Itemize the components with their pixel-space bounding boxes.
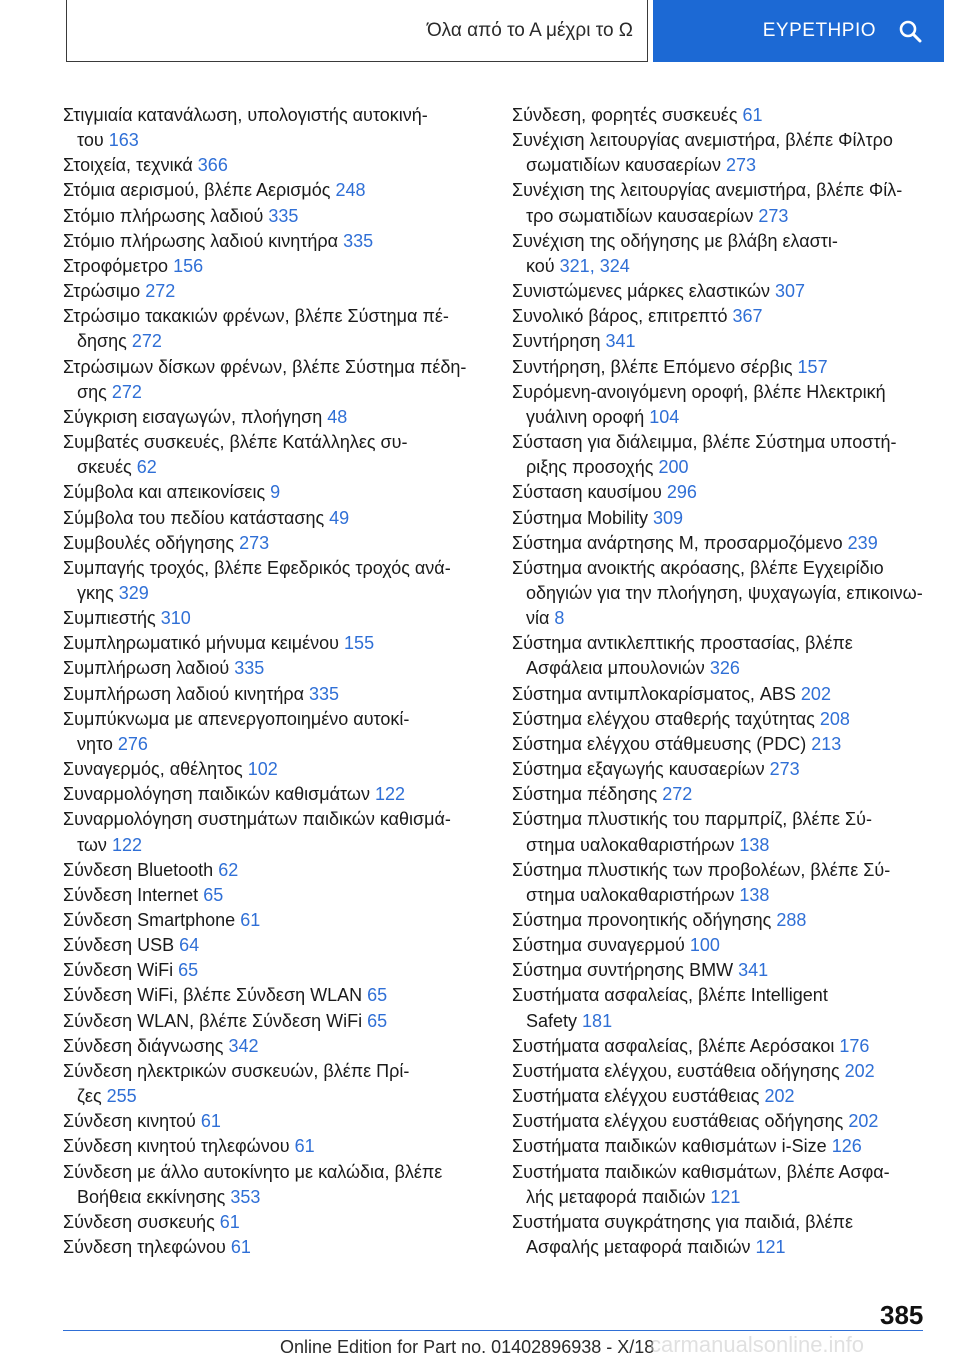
index-entry: [512, 908, 957, 933]
page-reference-link[interactable]: 121: [710, 1186, 741, 1207]
page-reference-link[interactable]: 272: [145, 281, 176, 302]
index-entry: [512, 380, 957, 430]
index-entry: [512, 1210, 957, 1260]
index-entry-term: Συντήρηση, βλέπε Επόμενο σέρβις: [512, 356, 793, 377]
index-entry-last-line: [512, 254, 957, 279]
index-entry-term: Συστήματα παιδικών καθισμάτων, βλέπε Ασφα-: [512, 1161, 890, 1182]
index-entry-term: Σύγκριση εισαγωγών, πλοήγηση: [63, 406, 323, 427]
page-reference-link[interactable]: 309: [653, 507, 684, 528]
page-reference-link[interactable]: 335: [309, 683, 340, 704]
index-entry-term: Σύνδεση με άλλο αυτοκίνητο με καλώδια, βλέπε: [63, 1161, 443, 1182]
index-entry: [512, 983, 957, 1033]
index-entry-continuation: ζες: [77, 1086, 102, 1107]
page-reference-link[interactable]: 121: [755, 1237, 786, 1258]
page-reference-link[interactable]: 335: [268, 205, 299, 226]
page-reference-link[interactable]: 329: [118, 582, 149, 603]
index-entry-term: Συστήματα ελέγχου ευστάθειας οδήγησης: [512, 1111, 844, 1132]
index-entry: [512, 1059, 957, 1084]
index-entry: [63, 1134, 508, 1159]
page-number: 385: [880, 1300, 924, 1330]
index-entry-last-line: [512, 1235, 957, 1260]
index-entry: [63, 1059, 508, 1109]
top-navigation: [0, 0, 960, 68]
index-entry: [512, 1160, 957, 1210]
page-reference-link[interactable]: 65: [203, 884, 224, 905]
index-entry-term: Συστήματα παιδικών καθισμάτων i-Size: [512, 1136, 827, 1157]
index-column-right: [512, 103, 957, 1260]
index-entry-term: Συναρμολόγηση συστημάτων παιδικών καθισμά-: [63, 809, 451, 830]
search-icon: [898, 19, 922, 43]
index-entry: [63, 178, 508, 203]
page-reference-link[interactable]: 9: [270, 482, 281, 503]
index-entry-last-line: [63, 455, 508, 480]
index-entry-term: Σύνδεση Bluetooth: [63, 859, 214, 880]
index-entry-continuation: Ασφάλεια μπουλονιών: [526, 658, 705, 679]
page-reference-link[interactable]: 155: [344, 633, 375, 654]
index-entry-term: Συμπληρωματικό μήνυμα κειμένου: [63, 633, 340, 654]
page-reference-link[interactable]: 61: [200, 1111, 221, 1132]
index-entry-term: Σύστημα ελέγχου σταθερής ταχύτητας: [512, 708, 815, 729]
page-reference-link[interactable]: 353: [230, 1186, 261, 1207]
index-entry: [63, 355, 508, 405]
page-reference-link[interactable]: 272: [111, 381, 142, 402]
page-reference-link[interactable]: 200: [658, 457, 689, 478]
index-entry-term: Συρόμενη-ανοιγόμενη οροφή, βλέπε Ηλεκτρική: [512, 381, 886, 402]
index-entry-continuation: τρο σωματιδίων καυσαερίων: [526, 205, 754, 226]
page-reference-link[interactable]: 273: [758, 205, 789, 226]
index-entry-term: Συναρμολόγηση παιδικών καθισμάτων: [63, 784, 370, 805]
page-reference-link[interactable]: 122: [111, 834, 142, 855]
page-reference-link[interactable]: 213: [811, 733, 842, 754]
index-entry: [63, 304, 508, 354]
index-entry-term: Σύνδεση διάγνωσης: [63, 1035, 224, 1056]
index-entry: [63, 204, 508, 229]
index-entry: [512, 1134, 957, 1159]
index-entry: [512, 128, 957, 178]
index-entry-term: Σύσταση για διάλειμμα, βλέπε Σύστημα υποστή-: [512, 432, 897, 453]
index-entry-term: Στροφόμετρο: [63, 255, 169, 276]
index-entry-term: Συμπαγής τροχός, βλέπε Εφεδρικός τροχός ανά-: [63, 557, 451, 578]
index-entry-term: Σύνδεση τηλεφώνου: [63, 1237, 226, 1258]
page-reference-link[interactable]: 335: [234, 658, 265, 679]
index-entry: [512, 732, 957, 757]
index-entry-term: Συνέχιση της οδήγησης με βλάβη ελαστι-: [512, 230, 838, 251]
index-entry-last-line: [63, 581, 508, 606]
page-reference-link[interactable]: 248: [335, 180, 366, 201]
footer-divider: [63, 1330, 923, 1331]
index-entry: [512, 480, 957, 505]
page-reference-link[interactable]: 307: [775, 281, 806, 302]
index-entry-term: Σύνδεση WiFi, βλέπε Σύνδεση WLAN: [63, 985, 363, 1006]
page-reference-link[interactable]: 163: [108, 130, 139, 151]
index-entry: [512, 1034, 957, 1059]
page-reference-link[interactable]: 61: [219, 1211, 240, 1232]
index-entry: [63, 103, 508, 153]
index-entry-term: Σύσταση καυσίμου: [512, 482, 662, 503]
index-entry-term: Σύνδεση Internet: [63, 884, 199, 905]
index-entry: [512, 1109, 957, 1134]
index-entry-term: Συντήρηση: [512, 331, 601, 352]
page-reference-link[interactable]: 122: [374, 784, 406, 805]
page-reference-link[interactable]: 326: [709, 658, 740, 679]
index-entry: [63, 782, 508, 807]
index-entry-last-line: [512, 204, 957, 229]
index-entry: [63, 153, 508, 178]
page-reference-link[interactable]: 61: [742, 105, 763, 125]
index-entry: [512, 707, 957, 732]
index-entry: [512, 807, 957, 857]
index-entry: [63, 606, 508, 631]
index-entry-term: Σύνδεση κινητού: [63, 1111, 196, 1132]
index-entry: [512, 329, 957, 354]
index-entry: [63, 1109, 508, 1134]
index-entry: [63, 682, 508, 707]
index-entry-term: Συνέχιση της λειτουργίας ανεμιστήρα, βλέπε Φίλ-: [512, 180, 903, 201]
index-entry: [512, 631, 957, 681]
index-entry-term: Σύστημα ελέγχου στάθμευσης (PDC): [512, 733, 807, 754]
index-entry-term: Σύμβολα του πεδίου κατάστασης: [63, 507, 325, 528]
index-entry-last-line: [512, 883, 957, 908]
index-entry-term: Σύνδεση Smartphone: [63, 910, 236, 930]
index-entry: [63, 883, 508, 908]
page-reference-link[interactable]: 367: [732, 306, 763, 327]
page-reference-link[interactable]: 49: [329, 507, 350, 528]
index-entry: [512, 304, 957, 329]
index-entry: [512, 556, 957, 631]
index-entry: [63, 430, 508, 480]
index-entry-term: Σύνδεση κινητού τηλεφώνου: [63, 1136, 290, 1157]
index-entry-continuation: γυάλινη οροφή: [526, 406, 645, 427]
page-reference-link[interactable]: 65: [178, 960, 199, 981]
index-entry: [63, 656, 508, 681]
page-reference-link[interactable]: 62: [136, 457, 157, 478]
index-entry-term: Σύστημα εξαγωγής καυσαερίων: [512, 759, 765, 780]
index-entry-term: Συστήματα ασφαλείας, βλέπε Αερόσακοι: [512, 1035, 835, 1056]
index-entry: [63, 405, 508, 430]
page-reference-link[interactable]: 104: [649, 406, 680, 427]
page-reference-link[interactable]: 65: [367, 985, 388, 1006]
index-entry-continuation: Safety: [526, 1010, 578, 1031]
index-entry: [512, 757, 957, 782]
index-entry: [512, 430, 957, 480]
index-entry-last-line: [63, 833, 508, 858]
index-entry-continuation: οδηγιών για την πλοήγηση, ψυχαγωγία, επικοινω-: [526, 582, 923, 603]
index-entry-term: Σύστημα συναγερμού: [512, 935, 685, 956]
index-entry-last-line: [512, 833, 957, 858]
tab-index[interactable]: [653, 0, 944, 62]
page-reference-link[interactable]: 296: [666, 482, 697, 503]
index-entry-term: Σύνδεση ηλεκτρικών συσκευών, βλέπε Πρί-: [63, 1060, 410, 1081]
index-entry: [63, 279, 508, 304]
index-entry-last-line: [63, 128, 508, 153]
page-reference-link[interactable]: 255: [106, 1086, 137, 1107]
page-reference-link[interactable]: 202: [848, 1111, 879, 1132]
tab-index-label: ΕΥΡΕΤΗΡΙΟ: [762, 20, 876, 41]
index-entry-term: Σύστημα Mobility: [512, 507, 648, 528]
index-entry-continuation: σωματιδίων καυσαερίων: [526, 155, 721, 176]
index-entry-term: Σύστημα ανάρτησης M, προσαρμοζόμενο: [512, 532, 843, 553]
index-entry: [63, 631, 508, 656]
index-entry-continuation: σης: [77, 381, 107, 402]
index-entry-continuation: των: [77, 834, 107, 855]
page-reference-link[interactable]: 273: [769, 759, 800, 780]
index-entry-term: Συμβουλές οδήγησης: [63, 532, 235, 553]
page-reference-link[interactable]: 8: [554, 608, 565, 629]
index-entry-term: Σύνδεση WLAN, βλέπε Σύνδεση WiFi: [63, 1010, 363, 1031]
index-entry-term: Σύστημα πλυστικής των προβολέων, βλέπε Σύ-: [512, 859, 891, 880]
page-reference-link[interactable]: 272: [131, 331, 162, 352]
index-entry: [63, 531, 508, 556]
page-reference-link[interactable]: 102: [247, 759, 278, 780]
page-reference-link[interactable]: 272: [662, 784, 693, 805]
index-entry: [63, 556, 508, 606]
index-entry-continuation: νητο: [77, 733, 113, 754]
index-entry: [63, 707, 508, 757]
index-entry-term: Σύνδεση, φορητές συσκευές: [512, 105, 738, 125]
page-reference-link[interactable]: 126: [831, 1136, 862, 1157]
page-reference-link[interactable]: 208: [819, 708, 850, 729]
index-entry: [512, 682, 957, 707]
index-entry-term: Στιγμιαία κατανάλωση, υπολογιστής αυτοκινή-: [63, 105, 428, 125]
index-entry-term: Συστήματα ελέγχου, ευστάθεια οδήγησης: [512, 1060, 840, 1081]
page-reference-link[interactable]: 181: [582, 1010, 613, 1031]
index-entry-continuation: γκης: [77, 582, 114, 603]
index-entry: [63, 1210, 508, 1235]
page-reference-link[interactable]: 366: [197, 155, 228, 176]
page-reference-link[interactable]: 273: [726, 155, 757, 176]
index-entry: [63, 983, 508, 1008]
page-reference-link[interactable]: 64: [179, 935, 200, 956]
index-entry-continuation: σκευές: [77, 457, 132, 478]
index-entry-term: Συστήματα ελέγχου ευστάθειας: [512, 1086, 760, 1107]
index-entry-term: Σύστημα ανοικτής ακρόασης, βλέπε Εγχειρίδιο: [512, 557, 884, 578]
index-entry-term: Στρώσιμων δίσκων φρένων, βλέπε Σύστημα πέδη-: [63, 356, 467, 377]
index-entry-term: Σύνδεση WiFi: [63, 960, 174, 981]
index-entry-continuation: Βοήθεια εκκίνησης: [77, 1186, 226, 1207]
page-reference-link[interactable]: 138: [739, 884, 770, 905]
page-reference-link[interactable]: 342: [228, 1035, 259, 1056]
index-entry-term: Στρώσιμο: [63, 281, 141, 302]
index-entry: [63, 757, 508, 782]
index-entry-continuation: στημα υαλοκαθαριστήρων: [526, 834, 735, 855]
index-entry-term: Συμπλήρωση λαδιού: [63, 658, 230, 679]
page-reference-link[interactable]: 61: [230, 1237, 251, 1258]
index-entry-last-line: [512, 1009, 957, 1034]
page-reference-link[interactable]: 273: [239, 532, 270, 553]
index-entry: [63, 858, 508, 883]
page-reference-link[interactable]: 156: [173, 255, 204, 276]
index-entry: [63, 908, 508, 933]
index-entry-term: Συμπύκνωμα με απενεργοποιημένο αυτοκί-: [63, 708, 410, 729]
index-entry: [63, 1034, 508, 1059]
page-reference-link[interactable]: 65: [367, 1010, 388, 1031]
index-entry-term: Συναγερμός, αθέλητος: [63, 759, 243, 780]
tab-a-to-z[interactable]: [66, 0, 648, 62]
page-reference-link[interactable]: 138: [739, 834, 770, 855]
index-entry: [512, 103, 957, 128]
page-reference-link[interactable]: 176: [839, 1035, 870, 1056]
index-entry-term: Σύστημα αντιμπλοκαρίσματος, ABS: [512, 683, 796, 704]
index-entry: [63, 1235, 508, 1260]
index-entry: [63, 958, 508, 983]
index-entry-last-line: [512, 455, 957, 480]
index-entry-term: Συστήματα συγκράτησης για παιδιά, βλέπε: [512, 1211, 853, 1232]
index-entry-term: Συμβατές συσκευές, βλέπε Κατάλληλες συ-: [63, 432, 408, 453]
index-entry-continuation: στημα υαλοκαθαριστήρων: [526, 884, 735, 905]
edition-text: Online Edition for Part no. 01402896938 - X/18: [280, 1337, 655, 1357]
index-entry-term: Σύστημα αντικλεπτικής προστασίας, βλέπε: [512, 633, 853, 654]
index-entry-last-line: [63, 1185, 508, 1210]
index-entry-last-line: [512, 405, 957, 430]
index-entry-term: Σύστημα πέδησης: [512, 784, 658, 805]
page-reference-link[interactable]: 239: [847, 532, 878, 553]
page-reference-link[interactable]: 48: [327, 406, 348, 427]
index-column-left: [63, 103, 508, 1260]
page-reference-link[interactable]: 157: [797, 356, 828, 377]
index-entry: [512, 933, 957, 958]
index-entry-last-line: [512, 1185, 957, 1210]
index-entry: [63, 933, 508, 958]
page-reference-link[interactable]: 202: [844, 1060, 875, 1081]
index-entry: [512, 355, 957, 380]
index-entry-continuation: κού: [526, 255, 555, 276]
page-reference-link[interactable]: 61: [240, 910, 261, 930]
index-entry-term: Συμπλήρωση λαδιού κινητήρα: [63, 683, 304, 704]
index-entry-term: Σύνδεση συσκευής: [63, 1211, 215, 1232]
index-entry: [63, 229, 508, 254]
index-entry-last-line: [63, 1084, 508, 1109]
index-entry: [512, 229, 957, 279]
index-entry-continuation: λής μεταφορά παιδιών: [526, 1186, 706, 1207]
index-entry: [512, 506, 957, 531]
index-entry: [512, 782, 957, 807]
index-entry: [512, 958, 957, 983]
index-entry-last-line: [63, 380, 508, 405]
index-entry-term: Στρώσιμο τακακιών φρένων, βλέπε Σύστημα πέ-: [63, 306, 449, 327]
index-entry-term: Συνολικό βάρος, επιτρεπτό: [512, 306, 728, 327]
index-entry-continuation: νία: [526, 608, 550, 629]
page-reference-link[interactable]: 62: [218, 859, 239, 880]
index-entry-term: Σύστημα συντήρησης BMW: [512, 960, 734, 981]
index-entry: [63, 480, 508, 505]
index-entry: [512, 858, 957, 908]
index-entry-term: Στόμια αερισμού, βλέπε Αερισμός: [63, 180, 331, 201]
index-entry-term: Στοιχεία, τεχνικά: [63, 155, 193, 176]
index-entry-last-line: [63, 329, 508, 354]
tab-a-to-z-label: Όλα από το Α μέχρι το Ω: [426, 19, 633, 41]
index-entry-last-line: [512, 606, 957, 631]
page-reference-link[interactable]: 100: [689, 935, 720, 956]
index-entry: [63, 506, 508, 531]
index-entry-continuation: του: [77, 130, 104, 151]
index-entry-term: Στόμιο πλήρωσης λαδιού: [63, 205, 264, 226]
page-reference-link[interactable]: 310: [160, 608, 191, 629]
page-reference-link[interactable]: 288: [776, 910, 807, 930]
index-entry-term: Σύνδεση USB: [63, 935, 175, 956]
page-reference-link[interactable]: 341: [738, 960, 769, 981]
index-entry: [512, 1084, 957, 1109]
index-entry-last-line: [63, 732, 508, 757]
page-reference-link[interactable]: 321, 324: [559, 255, 630, 276]
page-reference-link[interactable]: 202: [800, 683, 831, 704]
index-entry-continuation: Ασφαλής μεταφορά παιδιών: [526, 1237, 751, 1258]
page-reference-link[interactable]: 276: [117, 733, 148, 754]
index-entry: [512, 178, 957, 228]
index-entry-term: Σύστημα πλυστικής του παρμπρίζ, βλέπε Σύ-: [512, 809, 872, 830]
index-entry-term: Συνέχιση λειτουργίας ανεμιστήρα, βλέπε Φίλτρο: [512, 130, 893, 151]
index-entry-last-line: [512, 656, 957, 681]
index-entry: [512, 279, 957, 304]
page-reference-link[interactable]: 61: [294, 1136, 315, 1157]
index-entry: [512, 531, 957, 556]
watermark: carmanualsonline.info: [650, 1332, 865, 1357]
page-reference-link[interactable]: 202: [764, 1086, 795, 1107]
index-entry: [63, 1009, 508, 1034]
index-entry-term: Συστήματα ασφαλείας, βλέπε Intelligent: [512, 985, 828, 1006]
index-entry-term: Σύστημα προνοητικής οδήγησης: [512, 910, 772, 930]
index-entry-term: Συνιστώμενες μάρκες ελαστικών: [512, 281, 771, 302]
index-entry-term: Σύμβολα και απεικονίσεις: [63, 482, 266, 503]
index-entry-last-line: [512, 153, 957, 178]
page-reference-link[interactable]: 341: [605, 331, 636, 352]
index-entry: [63, 1160, 508, 1210]
index-entry: [63, 254, 508, 279]
index-entry: [63, 807, 508, 857]
index-entry-continuation: ριξης προσοχής: [526, 457, 654, 478]
page-reference-link[interactable]: 335: [343, 230, 374, 251]
index-entry-term: Στόμιο πλήρωσης λαδιού κινητήρα: [63, 230, 339, 251]
index-entry-continuation: δησης: [77, 331, 127, 352]
index-entry-term: Συμπιεστής: [63, 608, 156, 629]
